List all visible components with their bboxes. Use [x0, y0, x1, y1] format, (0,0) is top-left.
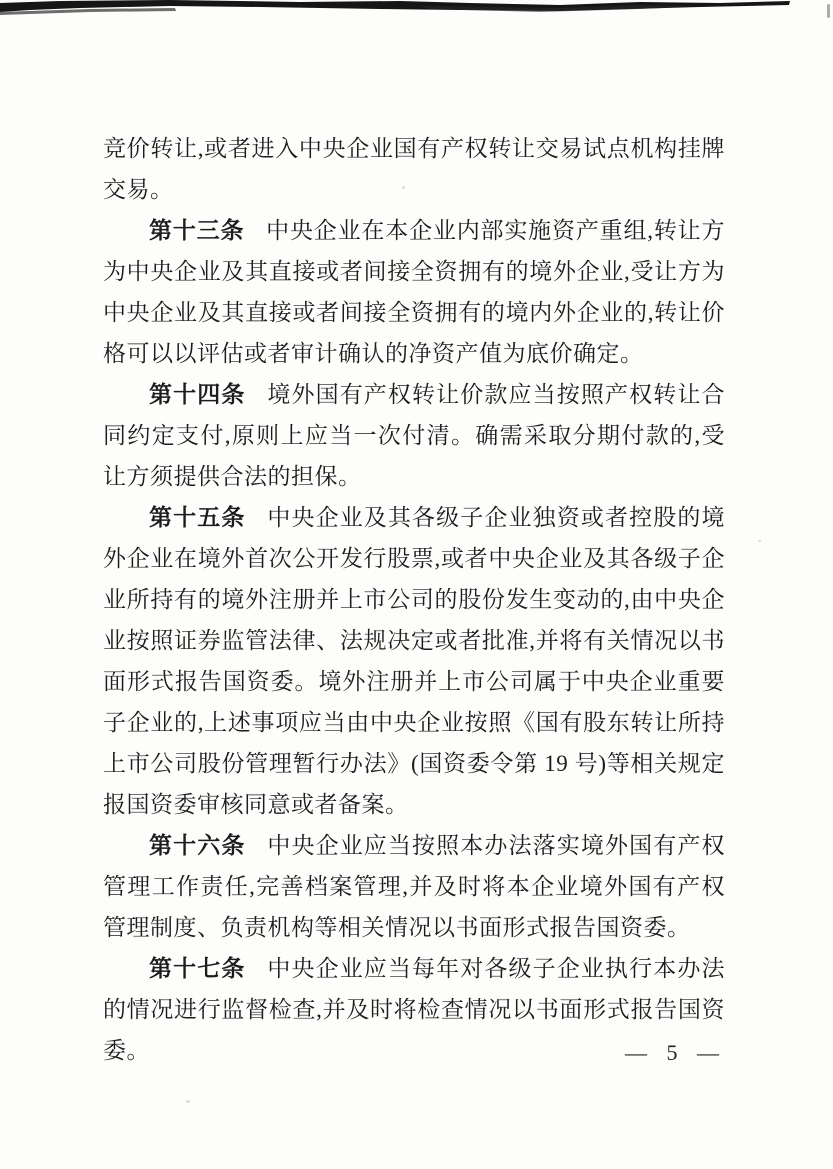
scan-speckle	[186, 1100, 190, 1103]
paragraph-article-14	[103, 374, 725, 497]
paragraph-article-13	[103, 210, 725, 374]
article-number: 第十三条	[149, 217, 245, 243]
paragraph-continuation	[103, 128, 725, 210]
paragraph-text: 竞价转让,或者进入中央企业国有产权转让交易试点机构挂牌交易。	[103, 136, 725, 202]
paragraph-text: 中央企业在本企业内部实施资产重组,转让方为中央企业及其直接或者间接全资拥有的境外企业,受让方为中央企业及其直接或者间接全资拥有的境内外企业的,转让价格可以以评估或者审计确认的净资产值为底价确定。	[103, 218, 726, 366]
paragraph-text: 中央企业及其各级子企业独资或者控股的境外企业在境外首次公开发行股票,或者中央企业及其各级子企业所持有的境外注册并上市公司的股份发生变动的,由中央企业按照证券监管法律、法规决定或者批准,并将有关情况以书面形式报告国资委。境外注册并上市公司属于中央企业重要子企业的,上述事项应当由中央企业按照《国有股东转让所持上市公司股份管理暂行办法》(国资委令第 19 号)等相关规定报国资委审核同意或者备案。	[103, 505, 726, 817]
paragraph-article-16	[103, 825, 725, 948]
article-number: 第十五条	[149, 504, 246, 530]
page-number: — 5 —	[625, 1040, 721, 1065]
document-body	[103, 128, 725, 1071]
scan-speckle	[758, 540, 761, 542]
scan-edge-artifact	[0, 0, 833, 30]
article-number: 第十六条	[149, 832, 246, 858]
paragraph-text: 境外国有产权转让价款应当按照产权转让合同约定支付,原则上应当一次付清。确需采取分期付款的,受让方须提供合法的担保。	[103, 382, 726, 489]
article-number: 第十七条	[149, 955, 246, 981]
paragraph-text: 中央企业应当按照本办法落实境外国有产权管理工作责任,完善档案管理,并及时将本企业境外国有产权管理制度、负责机构等相关情况以书面形式报告国资委。	[103, 833, 726, 940]
article-number: 第十四条	[149, 381, 246, 407]
scan-edge-mark	[827, 4, 830, 18]
paragraph-text: 中央企业应当每年对各级子企业执行本办法的情况进行监督检查,并及时将检查情况以书面形式报告国资委。	[103, 956, 726, 1063]
paragraph-article-15	[103, 497, 725, 825]
